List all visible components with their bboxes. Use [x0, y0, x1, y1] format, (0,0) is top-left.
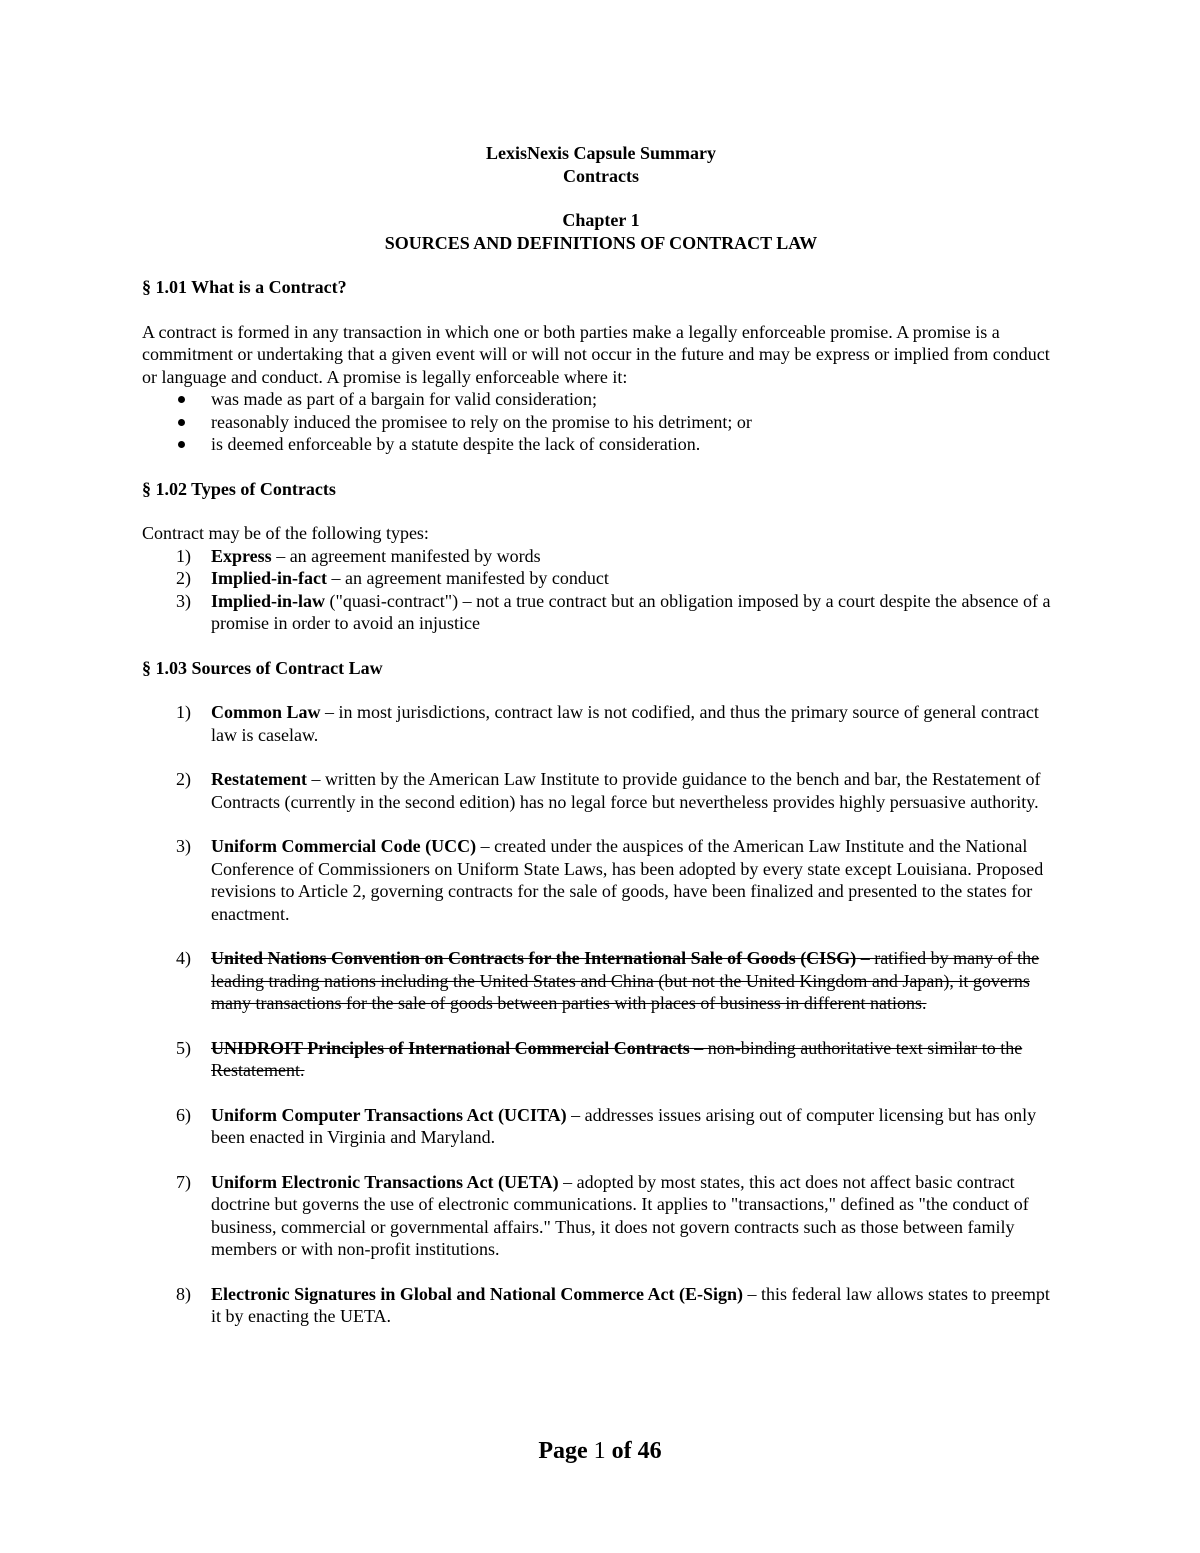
item-text: – ratified by many of the leading trading nations including the United States and China (but not the United Kingdom and Japan), it governs many transactions for the sale of goods between parties with places of business in different nations.: [211, 948, 1040, 1013]
item-text: – non-binding authoritative text similar to the Restatement.: [211, 1037, 1023, 1080]
list-item: [142, 1171, 1060, 1261]
item-text: – addresses issues arising out of computer licensing but has only been enacted in Virginia and Maryland.: [211, 1104, 1037, 1147]
section-1-03-title: § 1.03 Sources of Contract Law: [142, 657, 383, 678]
item-term: Implied-in-fact: [211, 568, 327, 588]
item-number: 1): [176, 545, 191, 566]
document-subtitle: Contracts: [563, 165, 639, 186]
item-number: 3): [176, 836, 191, 856]
page-number: 1: [593, 1438, 606, 1464]
list-item: reasonably induced the promisee to rely on the promise to his detriment; or: [142, 411, 1060, 434]
item-text: – an agreement manifested by words: [271, 545, 541, 566]
section-1-01-title: § 1.01 What is a Contract?: [142, 277, 347, 297]
item-term: Common Law: [211, 702, 321, 722]
section-1-02-intro: Contract may be of the following types:: [142, 523, 429, 543]
item-number: 7): [176, 1171, 191, 1192]
item-term: Implied-in-law: [211, 590, 326, 611]
item-text: – in most jurisdictions, contract law is not codified, and thus the primary source of general contract law is caselaw.: [211, 702, 1039, 745]
document-body: [142, 142, 1060, 1328]
list-item: [142, 701, 1060, 746]
list-item: [142, 545, 1060, 568]
chapter-number: Chapter 1: [562, 210, 640, 230]
item-term: Electronic Signatures in Global and National Commerce Act (E-Sign): [211, 1283, 744, 1304]
item-term: Uniform Electronic Transactions Act (UETA): [211, 1171, 559, 1192]
item-text: – written by the American Law Institute to provide guidance to the bench and bar, the Restatement of Contracts (currently in the second edition) has no legal force but nevertheless provides highly persuasive authority.: [211, 769, 1041, 812]
item-term: United Nations Convention on Contracts for the International Sale of Goods (CISG): [211, 948, 857, 968]
item-text: – adopted by most states, this act does not affect basic contract doctrine but governs the use of electronic communications. It applies to "transactions," defined as "the conduct of business, commercial or governmental affairs." Thus, it does not govern contracts such as those between family members or with non-profit institutions.: [211, 1171, 1029, 1259]
item-number: 5): [176, 1037, 191, 1058]
item-text: – created under the auspices of the American Law Institute and the National Conference of Commissioners on Uniform State Laws, has been adopted by every state except Louisiana. Proposed revisions to Article 2, governing contracts for the sale of goods, have been finalized and presented to the states for enactment.: [211, 836, 1044, 924]
item-text: – an agreement manifested by conduct: [327, 568, 609, 588]
section-1-02-list: [142, 545, 1060, 635]
section-1-01-bullets: [142, 388, 1060, 456]
page-footer: [0, 1437, 1200, 1465]
item-term: Express: [211, 545, 272, 566]
list-item: [142, 768, 1060, 813]
list-item-struck: [142, 1037, 1060, 1082]
list-item: [142, 1104, 1060, 1149]
item-term: Uniform Commercial Code (UCC): [211, 836, 477, 856]
item-number: 4): [176, 948, 191, 968]
item-number: 6): [176, 1104, 191, 1125]
item-number: 1): [176, 702, 191, 722]
item-term: UNIDROIT Principles of International Commercial Contracts: [211, 1037, 690, 1058]
list-item-struck: [142, 947, 1060, 1015]
page-label: Page: [538, 1438, 588, 1464]
item-number: 2): [176, 568, 191, 588]
item-number: 2): [176, 769, 191, 789]
section-1-03-list: [142, 701, 1060, 1328]
item-number: 8): [176, 1283, 191, 1304]
item-term: Restatement: [211, 769, 307, 789]
section-1-01-body: A contract is formed in any transaction in which one or both parties make a legally enforceable promise. A promise is a commitment or undertaking that a given event will or will not occur in the future and may be express or implied from conduct or language and conduct. A promise is legally enforceable where it:: [142, 321, 1050, 387]
list-item: [142, 590, 1060, 635]
list-item: was made as part of a bargain for valid consideration;: [142, 388, 1060, 411]
document-title: LexisNexis Capsule Summary: [485, 143, 716, 163]
page-total: of 46: [611, 1438, 662, 1464]
list-item: [142, 835, 1060, 925]
item-text: – this federal law allows states to preempt it by enacting the UETA.: [211, 1283, 1050, 1326]
section-1-02-title: § 1.02 Types of Contracts: [142, 478, 336, 499]
item-text: ("quasi-contract") – not a true contract but an obligation imposed by a court despite the absence of a promise in order to avoid an injustice: [211, 590, 1051, 633]
list-item: is deemed enforceable by a statute despite the lack of consideration.: [142, 433, 1060, 456]
chapter-title: SOURCES AND DEFINITIONS OF CONTRACT LAW: [384, 232, 818, 253]
list-item: [142, 567, 1060, 590]
item-term: Uniform Computer Transactions Act (UCITA): [211, 1104, 567, 1125]
item-number: 3): [176, 590, 191, 611]
list-item: [142, 1283, 1060, 1328]
